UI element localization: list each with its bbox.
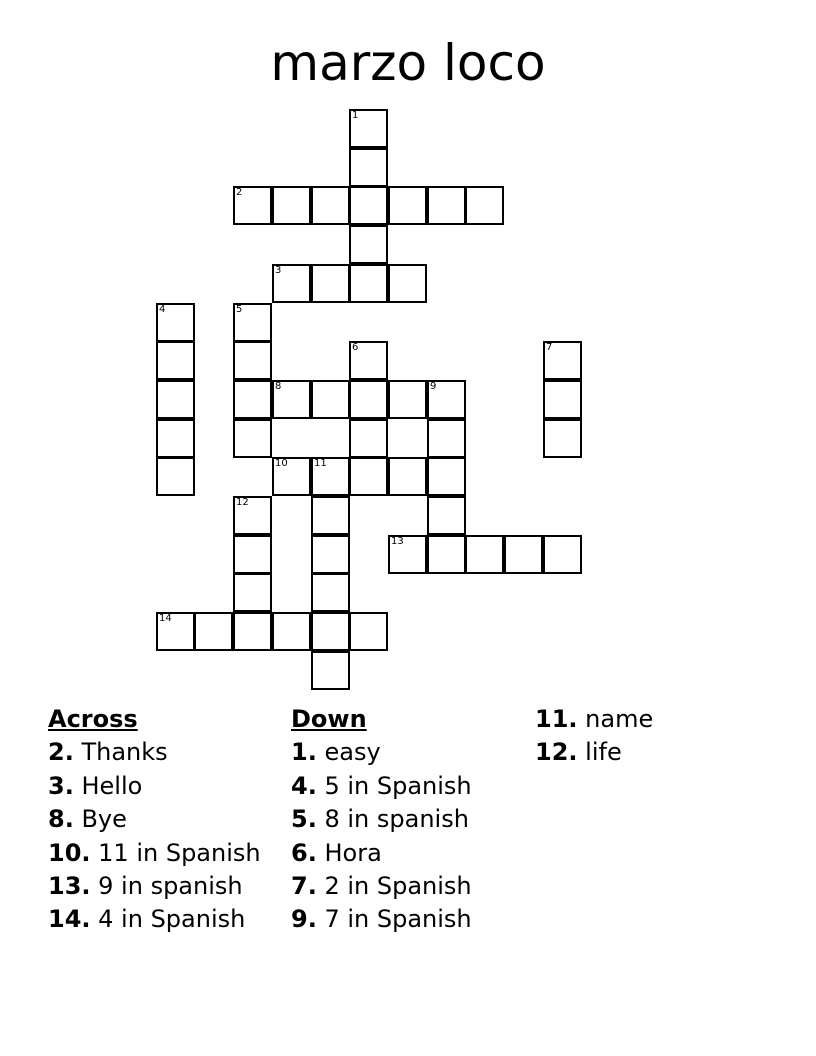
clue-number: 4. [291,771,317,800]
grid-cell[interactable] [194,612,233,651]
clue-text: 5 in Spanish [324,771,472,800]
grid-cell[interactable] [156,380,195,419]
clue-number: 2. [48,738,74,767]
grid-cell[interactable] [272,186,311,225]
grid-cell[interactable] [427,186,466,225]
clue-number: 13. [48,872,91,901]
clue-down-5 [291,803,472,836]
clue-number-label: 13 [391,536,404,547]
grid-cell[interactable] [311,651,350,690]
clue-text: Bye [81,805,127,834]
grid-cell[interactable] [388,380,427,419]
grid-cell[interactable] [349,148,388,187]
grid-cell[interactable] [349,186,388,225]
grid-cell[interactable] [311,496,350,535]
clue-across-2 [48,736,261,769]
clue-number: 1. [291,738,317,767]
clue-number: 8. [48,805,74,834]
down-heading: Down [291,705,367,733]
clue-down-1 [291,736,472,769]
clue-number-label: 7 [546,342,553,353]
across-heading: Across [48,705,138,733]
grid-cell[interactable] [233,419,272,458]
grid-cell[interactable] [156,303,195,342]
clue-number: 10. [48,838,91,867]
down-clues-continued [535,703,653,770]
clue-number-label: 14 [159,613,172,624]
grid-cell[interactable] [465,535,504,574]
grid-cell[interactable] [388,457,427,496]
clue-down-9 [291,903,472,936]
clue-number-label: 8 [275,381,282,392]
clue-down-11 [535,703,653,736]
clue-across-13 [48,870,261,903]
grid-cell[interactable] [427,535,466,574]
clue-number: 12. [535,738,578,767]
clue-number-label: 10 [275,458,288,469]
grid-cell[interactable] [233,573,272,612]
grid-cell[interactable] [156,457,195,496]
grid-cell[interactable] [427,457,466,496]
grid-cell[interactable] [156,419,195,458]
clue-number-label: 9 [430,381,437,392]
clue-down-12 [535,736,653,769]
grid-cell[interactable] [349,341,388,380]
clue-across-8 [48,803,261,836]
clue-number: 5. [291,805,317,834]
grid-cell[interactable] [543,535,582,574]
clue-number-label: 1 [352,110,359,121]
clue-text: easy [324,738,381,767]
clue-across-3 [48,770,261,803]
grid-cell[interactable] [427,419,466,458]
clue-number: 3. [48,771,74,800]
grid-cell[interactable] [233,341,272,380]
clue-number-label: 11 [314,458,327,469]
grid-cell[interactable] [349,457,388,496]
clue-text: Thanks [81,738,168,767]
puzzle-title: marzo loco [270,34,546,92]
clue-down-7 [291,870,472,903]
grid-cell[interactable] [233,612,272,651]
grid-cell[interactable] [233,186,272,225]
clue-number: 14. [48,905,91,934]
clue-text: name [585,705,654,733]
clue-text: 9 in spanish [98,872,243,901]
grid-cell[interactable] [543,419,582,458]
clue-text: life [585,738,622,767]
grid-cell[interactable] [388,264,427,303]
across-clues [48,703,261,937]
grid-cell[interactable] [427,496,466,535]
clue-down-4 [291,770,472,803]
clue-number: 11. [535,705,578,733]
down-clues [291,703,472,937]
grid-cell[interactable] [311,573,350,612]
grid-cell[interactable] [156,341,195,380]
grid-cell[interactable] [272,380,311,419]
clue-text: 7 in Spanish [324,905,472,934]
grid-cell[interactable] [427,380,466,419]
clue-number-label: 4 [159,304,166,315]
grid-cell[interactable] [233,496,272,535]
clue-number-label: 2 [236,187,243,198]
clue-text: Hora [324,838,382,867]
clue-number-label: 3 [275,265,282,276]
clue-down-6 [291,837,472,870]
grid-cell[interactable] [349,380,388,419]
grid-cell[interactable] [349,419,388,458]
grid-cell[interactable] [349,225,388,264]
grid-cell[interactable] [311,535,350,574]
clue-text: 8 in spanish [324,805,469,834]
clue-number-label: 6 [352,342,359,353]
clue-number: 9. [291,905,317,934]
grid-cell[interactable] [311,264,350,303]
grid-cell[interactable] [272,264,311,303]
clue-text: 4 in Spanish [98,905,246,934]
clue-text: 11 in Spanish [98,838,261,867]
grid-cell[interactable] [311,457,350,496]
grid-cell[interactable] [311,612,350,651]
grid-cell[interactable] [388,535,427,574]
grid-cell[interactable] [543,341,582,380]
grid-cell[interactable] [156,612,195,651]
grid-cell[interactable] [349,264,388,303]
grid-cell[interactable] [349,612,388,651]
clue-number-label: 5 [236,304,243,315]
grid-cell[interactable] [349,109,388,148]
clue-text: 2 in Spanish [324,872,472,901]
grid-cell[interactable] [233,380,272,419]
clue-text: Hello [81,771,143,800]
clue-number-label: 12 [236,497,249,508]
clue-across-14 [48,903,261,936]
grid-cell[interactable] [388,186,427,225]
clue-across-10 [48,837,261,870]
clue-number: 6. [291,838,317,867]
grid-cell[interactable] [504,535,543,574]
grid-cell[interactable] [233,535,272,574]
grid-cell[interactable] [272,457,311,496]
grid-cell[interactable] [233,303,272,342]
grid-cell[interactable] [272,612,311,651]
grid-cell[interactable] [543,380,582,419]
grid-cell[interactable] [311,186,350,225]
clue-number: 7. [291,872,317,901]
grid-cell[interactable] [311,380,350,419]
grid-cell[interactable] [465,186,504,225]
